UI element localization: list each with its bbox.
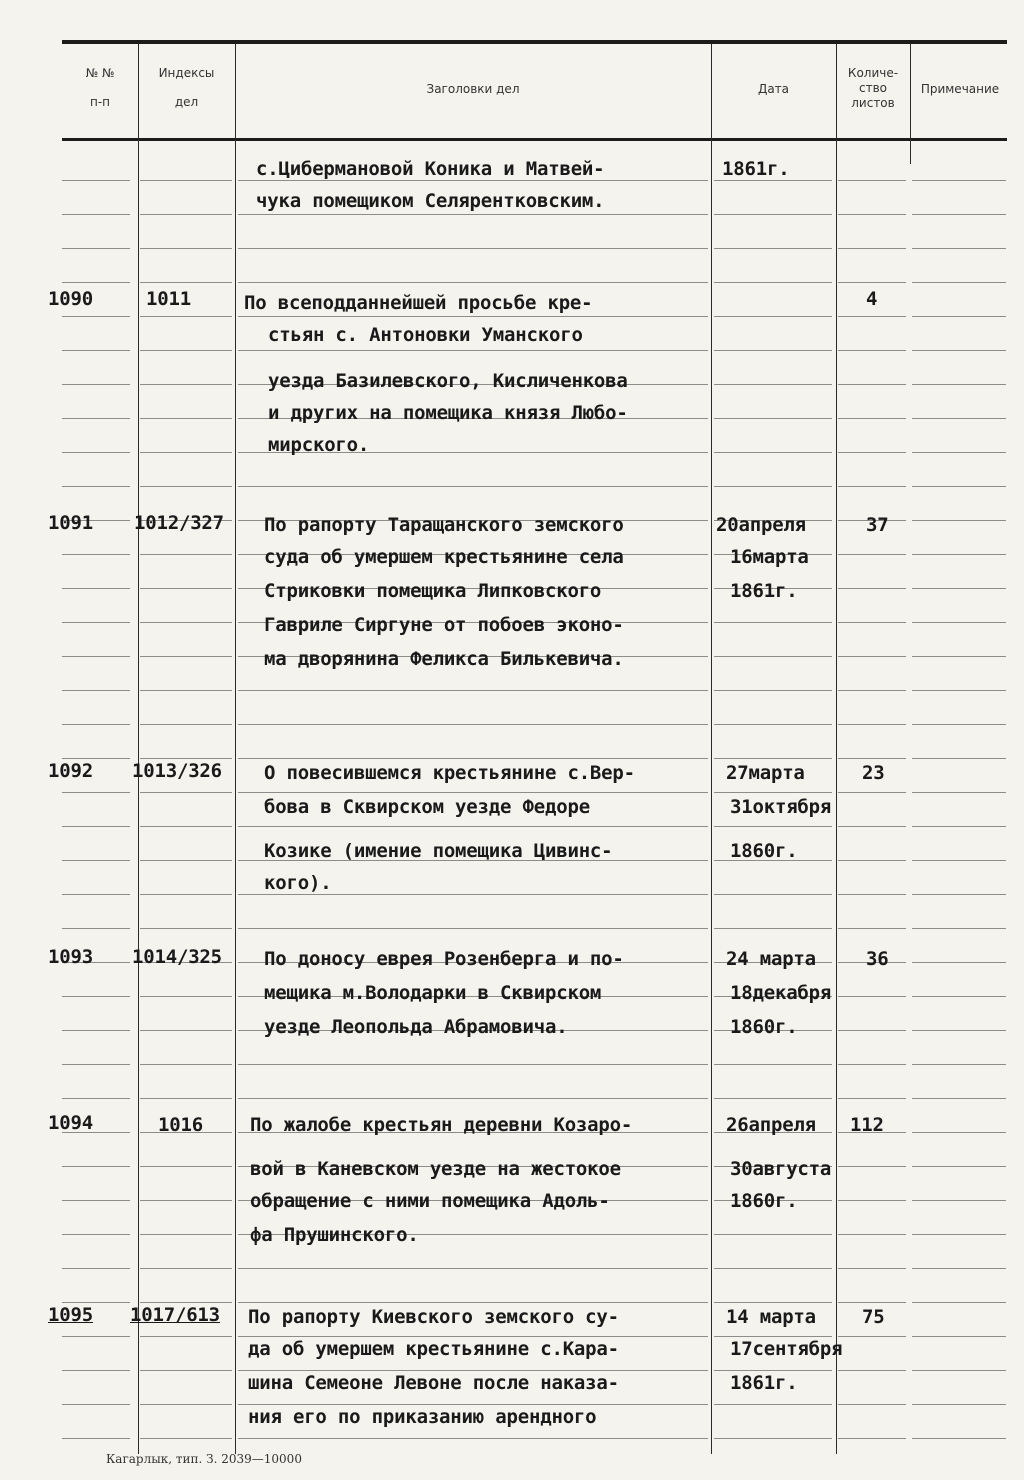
form-ruled-line [238, 894, 708, 895]
entry-index: 1011 [146, 288, 191, 310]
entry-title-line: суда об умершем крестьянине села [264, 546, 624, 568]
form-ruled-line [714, 1370, 832, 1371]
form-ruled-line [140, 1438, 232, 1439]
entry-title-line: вой в Каневском уезде на жестокое [250, 1158, 621, 1180]
form-ruled-line [140, 1302, 232, 1303]
form-ruled-line [714, 894, 832, 895]
form-ruled-line [912, 1064, 1006, 1065]
entry-date-line: 1861г. [730, 1372, 798, 1394]
form-ruled-line [140, 180, 232, 181]
form-ruled-line [838, 248, 906, 249]
form-ruled-line [838, 1438, 906, 1439]
entry-date-line: 26апреля [726, 1114, 816, 1136]
form-ruled-line [838, 758, 906, 759]
form-ruled-line [838, 214, 906, 215]
form-ruled-line [140, 826, 232, 827]
form-ruled-line [238, 826, 708, 827]
entry-index: 1016 [158, 1114, 203, 1136]
form-ruled-line [714, 1438, 832, 1439]
form-ruled-line [238, 724, 708, 725]
entry-title-line: стьян с. Антоновки Уманского [268, 324, 583, 346]
entry-title-line: По доносу еврея Розенберга и по- [264, 948, 624, 970]
form-ruled-line [238, 486, 708, 487]
form-ruled-line [140, 724, 232, 725]
entry-index: 1013/326 [132, 760, 222, 782]
form-ruled-line [912, 656, 1006, 657]
form-ruled-line [714, 1098, 832, 1099]
header-text: Количе- [847, 66, 899, 80]
form-ruled-line [838, 792, 906, 793]
form-ruled-line [62, 894, 130, 895]
form-ruled-line [714, 1064, 832, 1065]
entry-date-line: 1860г. [730, 1016, 798, 1038]
form-ruled-line [62, 452, 130, 453]
form-ruled-line [140, 622, 232, 623]
header-text: листов [851, 96, 895, 110]
form-ruled-line [714, 928, 832, 929]
form-ruled-line [714, 214, 832, 215]
form-ruled-line [62, 758, 130, 759]
form-ruled-line [62, 690, 130, 691]
form-ruled-line [238, 928, 708, 929]
form-ruled-line [238, 350, 708, 351]
form-ruled-line [912, 350, 1006, 351]
form-ruled-line [838, 1064, 906, 1065]
form-ruled-line [838, 656, 906, 657]
entry-number: 1095 [48, 1304, 93, 1326]
entry-date-line: 24 марта [726, 948, 816, 970]
header-title-column: Заголовки дел [426, 82, 520, 96]
form-ruled-line [140, 996, 232, 997]
form-ruled-line [912, 1132, 1006, 1133]
form-ruled-line [838, 928, 906, 929]
header-sheets-column [836, 66, 910, 111]
header-index-column [138, 66, 235, 110]
form-ruled-line [714, 248, 832, 249]
form-ruled-line [140, 418, 232, 419]
form-ruled-line [714, 486, 832, 487]
form-ruled-line [838, 826, 906, 827]
form-ruled-line [62, 1268, 130, 1269]
form-ruled-line [714, 418, 832, 419]
form-ruled-line [140, 792, 232, 793]
entry-title-line: кого). [264, 872, 332, 894]
entry-sheet-count: 4 [866, 288, 878, 310]
form-ruled-line [238, 1336, 708, 1337]
form-ruled-line [714, 724, 832, 725]
form-ruled-line [140, 1030, 232, 1031]
entry-index: 1017/613 [130, 1304, 220, 1326]
entry-date-line: 1861г. [730, 580, 798, 602]
column-divider [711, 44, 712, 1454]
form-ruled-line [912, 316, 1006, 317]
form-ruled-line [62, 180, 130, 181]
form-ruled-line [714, 622, 832, 623]
form-ruled-line [62, 1098, 130, 1099]
form-ruled-line [912, 1200, 1006, 1201]
header-number-column [62, 66, 138, 110]
entry-title-line: шина Семеоне Левоне после наказа- [248, 1372, 619, 1394]
form-ruled-line [140, 248, 232, 249]
header-text: № № [85, 66, 115, 80]
form-ruled-line [714, 452, 832, 453]
entry-title-line: фа Прушинского. [250, 1224, 419, 1246]
form-ruled-line [714, 690, 832, 691]
form-ruled-line [714, 1302, 832, 1303]
form-ruled-line [140, 588, 232, 589]
form-ruled-line [238, 690, 708, 691]
form-ruled-line [140, 1166, 232, 1167]
form-ruled-line [140, 860, 232, 861]
form-ruled-line [912, 1030, 1006, 1031]
form-ruled-line [838, 724, 906, 725]
form-ruled-line [912, 1302, 1006, 1303]
form-ruled-line [62, 1064, 130, 1065]
entry-title-line: обращение с ними помещика Адоль- [250, 1190, 610, 1212]
form-ruled-line [838, 1302, 906, 1303]
form-ruled-line [140, 1064, 232, 1065]
form-ruled-line [912, 1268, 1006, 1269]
form-ruled-line [714, 350, 832, 351]
printer-imprint: Кагарлык, тип. З. 2039—10000 [106, 1452, 302, 1466]
entry-index: 1014/325 [132, 946, 222, 968]
form-ruled-line [912, 1404, 1006, 1405]
form-ruled-line [838, 622, 906, 623]
form-ruled-line [62, 214, 130, 215]
form-ruled-line [140, 928, 232, 929]
entry-date-line: 30августа [730, 1158, 832, 1180]
entry-title-line: ма дворянина Феликса Билькевича. [264, 648, 624, 670]
form-ruled-line [62, 622, 130, 623]
form-ruled-line [140, 758, 232, 759]
form-ruled-line [238, 1064, 708, 1065]
form-ruled-line [62, 282, 130, 283]
form-ruled-line [838, 452, 906, 453]
form-ruled-line [140, 486, 232, 487]
form-ruled-line [714, 1404, 832, 1405]
form-ruled-line [838, 1200, 906, 1201]
form-ruled-line [714, 1234, 832, 1235]
form-ruled-line [838, 316, 906, 317]
entry-title-line: ния его по приказанию арендного [248, 1406, 597, 1428]
entry-title-line: По рапорту Киевского земского су- [248, 1306, 619, 1328]
form-ruled-line [912, 724, 1006, 725]
form-ruled-line [838, 1030, 906, 1031]
entry-title-line: По рапорту Таращанского земского [264, 514, 624, 536]
form-ruled-line [912, 1438, 1006, 1439]
form-ruled-line [140, 350, 232, 351]
form-ruled-line [912, 554, 1006, 555]
form-ruled-line [140, 452, 232, 453]
form-ruled-line [714, 792, 832, 793]
form-ruled-line [62, 656, 130, 657]
form-ruled-line [62, 554, 130, 555]
form-ruled-line [62, 418, 130, 419]
form-ruled-line [238, 792, 708, 793]
form-ruled-line [912, 1166, 1006, 1167]
entry-title-line: да об умершем крестьянине с.Кара- [248, 1338, 619, 1360]
form-ruled-line [838, 384, 906, 385]
form-ruled-line [62, 1302, 130, 1303]
form-ruled-line [238, 316, 708, 317]
entry-date-line: 20апреля [716, 514, 806, 536]
form-ruled-line [838, 1404, 906, 1405]
form-ruled-line [838, 894, 906, 895]
form-ruled-line [838, 1234, 906, 1235]
header-text: Индексы [158, 66, 215, 80]
entry-date-line: 16марта [730, 546, 809, 568]
form-ruled-line [140, 894, 232, 895]
form-ruled-line [140, 1370, 232, 1371]
form-ruled-line [140, 316, 232, 317]
form-ruled-line [912, 792, 1006, 793]
table-top-rule [62, 40, 1007, 44]
entry-title-line: уезда Базилевского, Кисличенкова [268, 370, 628, 392]
form-ruled-line [62, 384, 130, 385]
entry-date-line: 31октября [730, 796, 832, 818]
form-ruled-line [62, 316, 130, 317]
form-ruled-line [238, 1098, 708, 1099]
form-ruled-line [714, 1268, 832, 1269]
form-ruled-line [838, 282, 906, 283]
entry-date-line: 14 марта [726, 1306, 816, 1328]
entry-number: 1094 [48, 1112, 93, 1134]
entry-title-line: По жалобе крестьян деревни Козаро- [250, 1114, 633, 1136]
entry-sheet-count: 23 [862, 762, 885, 784]
header-text: дел [174, 95, 199, 109]
form-ruled-line [912, 418, 1006, 419]
form-ruled-line [838, 180, 906, 181]
entry-title-line: мещика м.Володарки в Сквирском [264, 982, 602, 1004]
entry-date-line: 27марта [726, 762, 805, 784]
form-ruled-line [912, 1336, 1006, 1337]
form-ruled-line [912, 996, 1006, 997]
form-ruled-line [140, 690, 232, 691]
form-ruled-line [912, 690, 1006, 691]
form-ruled-line [912, 452, 1006, 453]
form-ruled-line [912, 282, 1006, 283]
form-ruled-line [62, 996, 130, 997]
form-ruled-line [912, 962, 1006, 963]
entry-sheet-count: 112 [850, 1114, 884, 1136]
entry-date-line: 1860г. [730, 840, 798, 862]
form-ruled-line [838, 418, 906, 419]
form-ruled-line [912, 588, 1006, 589]
form-ruled-line [62, 1370, 130, 1371]
header-text: п-п [89, 95, 111, 109]
header-text: ство [858, 81, 887, 95]
entry-index: 1012/327 [134, 512, 224, 534]
form-ruled-line [838, 1166, 906, 1167]
entry-title-line: О повесившемся крестьянине с.Вер- [264, 762, 635, 784]
form-ruled-line [912, 826, 1006, 827]
entry-date-line: 1860г. [730, 1190, 798, 1212]
form-ruled-line [62, 928, 130, 929]
form-ruled-line [838, 486, 906, 487]
entry-title-line: Козике (имение помещика Цивинс- [264, 840, 613, 862]
form-ruled-line [238, 1302, 708, 1303]
entry-number: 1092 [48, 760, 93, 782]
form-ruled-line [714, 282, 832, 283]
entry-sheet-count: 37 [866, 514, 889, 536]
table-header-rule [62, 138, 1007, 141]
form-ruled-line [912, 486, 1006, 487]
form-ruled-line [838, 1098, 906, 1099]
form-ruled-line [838, 588, 906, 589]
entry-title-line: уезде Леопольда Абрамовича. [264, 1016, 568, 1038]
column-divider [910, 44, 911, 164]
form-ruled-line [714, 826, 832, 827]
form-ruled-line [238, 1404, 708, 1405]
form-ruled-line [62, 1234, 130, 1235]
form-ruled-line [238, 214, 708, 215]
form-ruled-line [838, 1336, 906, 1337]
form-ruled-line [62, 1336, 130, 1337]
form-ruled-line [838, 996, 906, 997]
form-ruled-line [838, 554, 906, 555]
entry-title-line: По всеподданнейшей просьбе кре- [244, 292, 593, 314]
form-ruled-line [838, 350, 906, 351]
form-ruled-line [140, 1268, 232, 1269]
form-ruled-line [238, 758, 708, 759]
entry-date-line: 18декабря [730, 982, 832, 1004]
form-ruled-line [62, 826, 130, 827]
entry-number: 1091 [48, 512, 93, 534]
form-ruled-line [912, 1370, 1006, 1371]
form-ruled-line [140, 282, 232, 283]
form-ruled-line [912, 1098, 1006, 1099]
form-ruled-line [62, 350, 130, 351]
form-ruled-line [838, 860, 906, 861]
form-ruled-line [62, 792, 130, 793]
form-ruled-line [838, 690, 906, 691]
form-ruled-line [912, 860, 1006, 861]
form-ruled-line [62, 860, 130, 861]
entry-title-line: Стриковки помещика Липковского [264, 580, 602, 602]
form-ruled-line [912, 214, 1006, 215]
entry-title-line: бова в Сквирском уезде Федоре [264, 796, 590, 818]
form-ruled-line [912, 928, 1006, 929]
form-ruled-line [140, 1200, 232, 1201]
column-divider [138, 44, 139, 1454]
form-ruled-line [912, 384, 1006, 385]
column-divider [235, 44, 236, 1454]
form-ruled-line [140, 1234, 232, 1235]
form-ruled-line [714, 758, 832, 759]
entry-title-line: чука помещиком Селярентковским. [256, 190, 605, 212]
form-ruled-line [838, 1370, 906, 1371]
entry-number: 1093 [48, 946, 93, 968]
form-ruled-line [714, 656, 832, 657]
form-ruled-line [140, 1404, 232, 1405]
form-ruled-line [62, 1030, 130, 1031]
form-ruled-line [62, 724, 130, 725]
form-ruled-line [238, 180, 708, 181]
form-ruled-line [238, 1268, 708, 1269]
form-ruled-line [714, 180, 832, 181]
entry-date-line: 17сентября [730, 1338, 843, 1360]
entry-sheet-count: 75 [862, 1306, 885, 1328]
form-ruled-line [62, 1438, 130, 1439]
header-date-column: Дата [757, 82, 790, 96]
column-divider [836, 44, 837, 1454]
form-ruled-line [62, 1200, 130, 1201]
form-ruled-line [62, 1404, 130, 1405]
form-ruled-line [714, 316, 832, 317]
form-ruled-line [62, 588, 130, 589]
form-ruled-line [140, 384, 232, 385]
form-ruled-line [912, 1234, 1006, 1235]
entry-title-line: и других на помещика князя Любо- [268, 402, 628, 424]
form-ruled-line [912, 622, 1006, 623]
form-ruled-line [140, 656, 232, 657]
form-ruled-line [238, 282, 708, 283]
form-ruled-line [62, 248, 130, 249]
form-ruled-line [62, 486, 130, 487]
form-ruled-line [912, 894, 1006, 895]
entry-title-line: мирского. [268, 434, 370, 456]
form-ruled-line [238, 1438, 708, 1439]
entry-sheet-count: 36 [866, 948, 889, 970]
entry-date-line: 1861г. [722, 158, 790, 180]
form-ruled-line [714, 1336, 832, 1337]
form-ruled-line [912, 758, 1006, 759]
form-ruled-line [912, 520, 1006, 521]
form-ruled-line [912, 180, 1006, 181]
form-ruled-line [238, 1370, 708, 1371]
form-ruled-line [838, 1268, 906, 1269]
entry-title-line: с.Цибермановой Коника и Матвей- [256, 158, 605, 180]
form-ruled-line [62, 1166, 130, 1167]
form-ruled-line [140, 1098, 232, 1099]
entry-number: 1090 [48, 288, 93, 310]
form-ruled-line [912, 248, 1006, 249]
form-ruled-line [238, 248, 708, 249]
form-ruled-line [140, 1336, 232, 1337]
form-ruled-line [714, 384, 832, 385]
entry-title-line: Гавриле Сиргуне от побоев эконо- [264, 614, 624, 636]
form-ruled-line [140, 214, 232, 215]
header-note-column: Примечание [920, 82, 1000, 96]
form-ruled-line [140, 554, 232, 555]
